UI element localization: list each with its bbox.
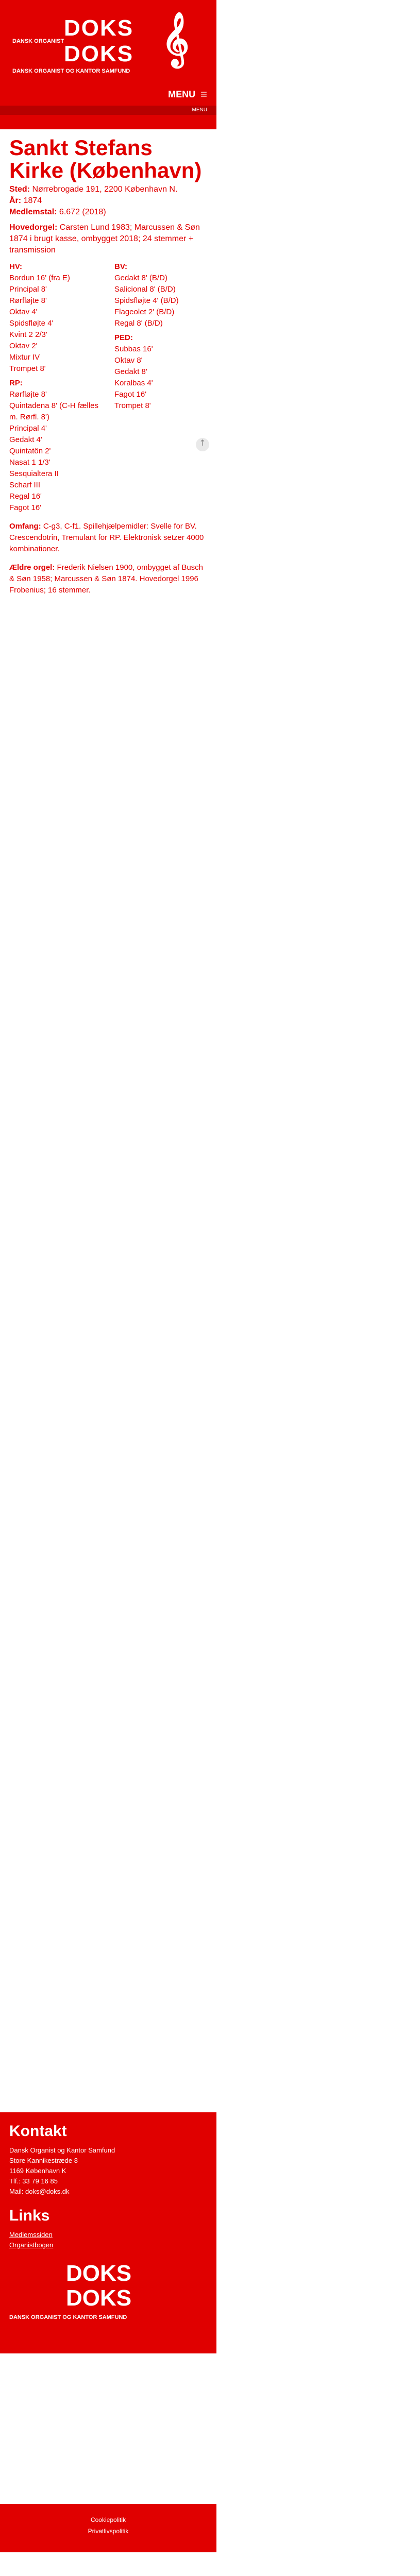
hv-stop: Principal 8' [9,285,47,294]
rp-stop: Gedakt 4' [9,435,42,444]
omfang-paragraph [9,521,207,555]
aar-row [9,195,207,207]
ped-stop: Koralbas 4' [114,379,153,387]
hv-stop: Bordun 16' (fra E) [9,274,70,282]
footer-logo[interactable] [9,2261,207,2333]
hv-stop: Kvint 2 2/3' [9,330,47,339]
contact-mail[interactable]: Mail: doks@doks.dk [9,2188,70,2195]
rp-stop: Fagot 16' [9,503,42,512]
hovedorgel-value: Carsten Lund 1983; Marcussen & Søn 1874 i brugt kasse, ombygget 2018; 24 stemmer + transmission [9,223,200,255]
logo-doks-top: DOKS [64,15,134,41]
submenu-bar[interactable] [0,106,216,115]
bv-stop: Flageolet 2' (B/D) [114,308,175,316]
header-strip [0,115,216,129]
treble-clef-icon: 𝄞 [162,11,190,66]
logo-tagline-bottom: DANSK ORGANIST OG KANTOR SAMFUND [12,68,130,74]
medlemstal-value: 6.672 (2018) [59,208,106,216]
main-content [0,137,216,596]
disposition-left [9,261,102,514]
aar-label: År: [9,196,22,205]
submenu-label: MENU [192,107,207,113]
link-medlemssiden[interactable]: Medlemssiden [9,2231,53,2239]
logo-tagline-top: DANSK ORGANIST [12,38,64,44]
site-footer [0,2112,216,2353]
link-organistbogen[interactable]: Organistbogen [9,2241,54,2249]
rp-stop: Nasat 1 1/3' [9,458,51,467]
hamburger-icon: ≡ [200,88,207,100]
medlemstal-row [9,207,207,218]
ped-heading: PED: [114,333,133,342]
contact-address2: 1169 København K [9,2167,66,2175]
hv-stop: Spidsfløjte 4' [9,319,54,328]
bv-heading: BV: [114,262,128,271]
rp-stop: Sesquialtera II [9,469,59,478]
hv-stop: Mixtur IV [9,353,40,362]
ped-stop: Gedakt 8' [114,367,147,376]
sted-value: Nørrebrogade 191, 2200 København N. [32,185,178,194]
site-header [0,0,216,106]
cookie-link[interactable]: Cookiepolitik [90,2516,126,2523]
ped-stop: Subbas 16' [114,345,153,353]
footer-logo-tagline: DANSK ORGANIST OG KANTOR SAMFUND [9,2314,127,2320]
back-to-top-icon[interactable]: ↑ [196,438,209,451]
rp-stop: Scharf III [9,481,41,489]
rp-stop: Regal 16' [9,492,42,501]
sted-label: Sted: [9,185,30,194]
hv-stop: Rørfløjte 8' [9,296,47,305]
hovedorgel-label: Hovedorgel: [9,223,58,232]
bv-stop: Gedakt 8' (B/D) [114,274,167,282]
hv-heading: HV: [9,262,23,271]
contact-org: Dansk Organist og Kantor Samfund [9,2146,115,2154]
aeldre-orgel-paragraph [9,562,207,596]
footer-logo-doks-top: DOKS [66,2261,132,2286]
aeldre-value: Frederik Nielsen 1900, ombygget af Busch & Søn 1958; Marcussen & Søn 1874. Hovedorgel 1996 Frobenius; 16 stemmer. [9,563,204,595]
menu-button[interactable] [168,88,207,101]
links-heading: Links [9,2207,50,2224]
ped-stop: Trompet 8' [114,401,151,410]
contact-phone[interactable]: Tlf.: 33 79 16 85 [9,2177,58,2185]
disposition-right [114,261,207,514]
rp-stop: Principal 4' [9,424,47,433]
sted-row [9,184,207,195]
rp-heading: RP: [9,379,23,387]
menu-label: MENU [168,89,196,99]
medlemstal-label: Medlemstal: [9,208,57,216]
bv-stop: Spidsfløjte 4' (B/D) [114,296,179,305]
hv-stop: Oktav 4' [9,308,38,316]
rp-stop: Rørfløjte 8' [9,390,47,399]
aeldre-label: Ældre orgel: [9,563,55,572]
privacy-link[interactable]: Privatlivspolitik [88,2528,129,2535]
rp-stop: Quintatön 2' [9,447,51,455]
logo-doks-bottom: DOKS [64,41,134,66]
hv-stop: Trompet 8' [9,364,46,373]
rp-stop: Quintadena 8' (C-H fælles m. Rørfl. 8') [9,401,98,421]
hv-stop: Oktav 2' [9,342,38,350]
disposition [9,261,207,514]
footer-bottom [0,2504,216,2552]
footer-logo-doks-bottom: DOKS [66,2285,132,2311]
omfang-label: Omfang: [9,522,41,531]
ped-stop: Oktav 8' [114,356,143,365]
contact-address1: Store Kannikestræde 8 [9,2157,78,2164]
hovedorgel-row [9,222,207,256]
page-title: Sankt Stefans Kirke (København) [9,135,202,182]
site-logo[interactable] [12,11,208,83]
bv-stop: Regal 8' (B/D) [114,319,163,328]
bv-stop: Salicional 8' (B/D) [114,285,176,294]
ped-stop: Fagot 16' [114,390,147,399]
aar-value: 1874 [23,196,42,205]
contact-heading: Kontakt [9,2123,67,2140]
omfang-value: C-g3, C-f1. Spillehjælpemidler: Svelle for BV. Crescendotrin, Tremulant for RP. Elektronisk setzer 4000 kombinationer. [9,522,204,553]
